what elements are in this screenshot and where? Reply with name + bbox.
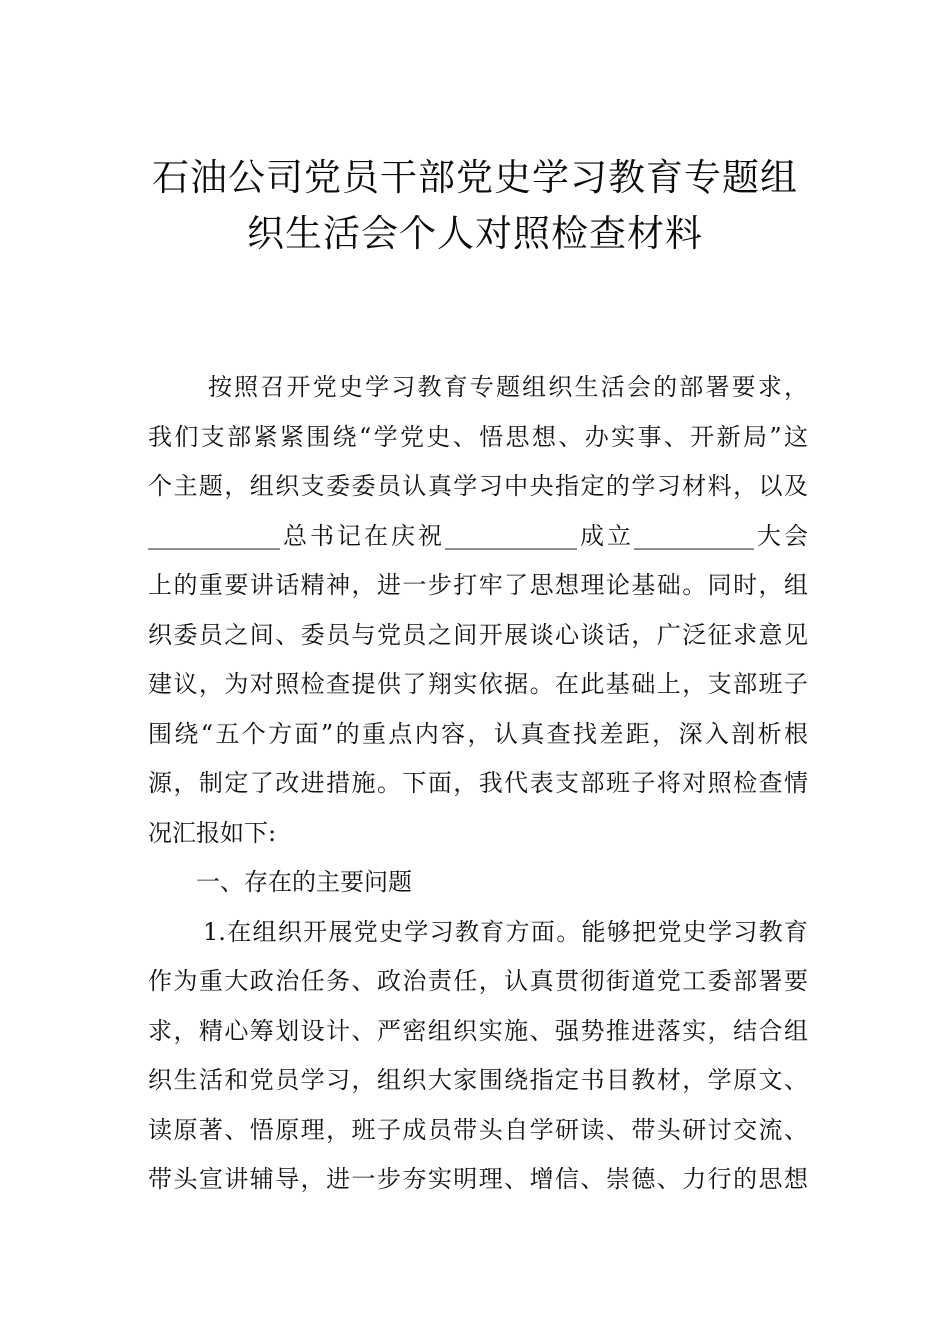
body-line-13: 作为重大政治任务、政治责任，认真贯彻街道党工委部署要: [148, 967, 808, 995]
body-line-8: 围绕“五个方面”的重点内容，认真查找差距，深入剖析根: [148, 719, 808, 748]
section-heading: 一、存在的主要问题: [196, 868, 412, 896]
body-line-2: 我们支部紧紧围绕“学党史、悟思想、办实事、开新局”这: [148, 422, 808, 451]
document-title: [0, 150, 950, 262]
title-line-1: 石油公司党员干部党史学习教育专题组: [152, 156, 798, 199]
body-line-16: 读原著、悟原理，班子成员带头自学研读、带头研讨交流、: [148, 1115, 808, 1144]
body-line-15: 织生活和党员学习，组织大家围绕指定书目教材，学原文、: [148, 1066, 808, 1094]
body-line-14: 求，精心筹划设计、严密组织实施、强势推进落实，结合组: [148, 1016, 808, 1045]
body-line-12: 1.在组织开展党史学习教育方面。能够把党史学习教育: [203, 917, 808, 946]
body-line-10: 况汇报如下:: [148, 818, 277, 847]
body-line-4: ___________总书记在庆祝___________成立__________大会: [148, 521, 808, 550]
body-line-1: 按照召开党史学习教育专题组织生活会的部署要求，: [208, 373, 808, 401]
document-body: [148, 363, 808, 1205]
body-line-9: 源，制定了改进措施。下面，我代表支部班子将对照检查情: [148, 769, 808, 797]
title-line-2: 织生活会个人对照检查材料: [247, 212, 703, 255]
body-line-3: 个主题，组织支委委员认真学习中央指定的学习材料，以及: [148, 472, 808, 500]
body-line-6: 织委员之间、委员与党员之间开展谈心谈话，广泛征求意见: [148, 620, 808, 649]
body-line-5: 上的重要讲话精神，进一步打牢了思想理论基础。同时，组: [148, 571, 808, 599]
body-line-17: 带头宣讲辅导，进一步夯实明理、增信、崇德、力行的思想: [148, 1165, 808, 1193]
body-line-7: 建议，为对照检查提供了翔实依据。在此基础上，支部班子: [148, 670, 808, 698]
